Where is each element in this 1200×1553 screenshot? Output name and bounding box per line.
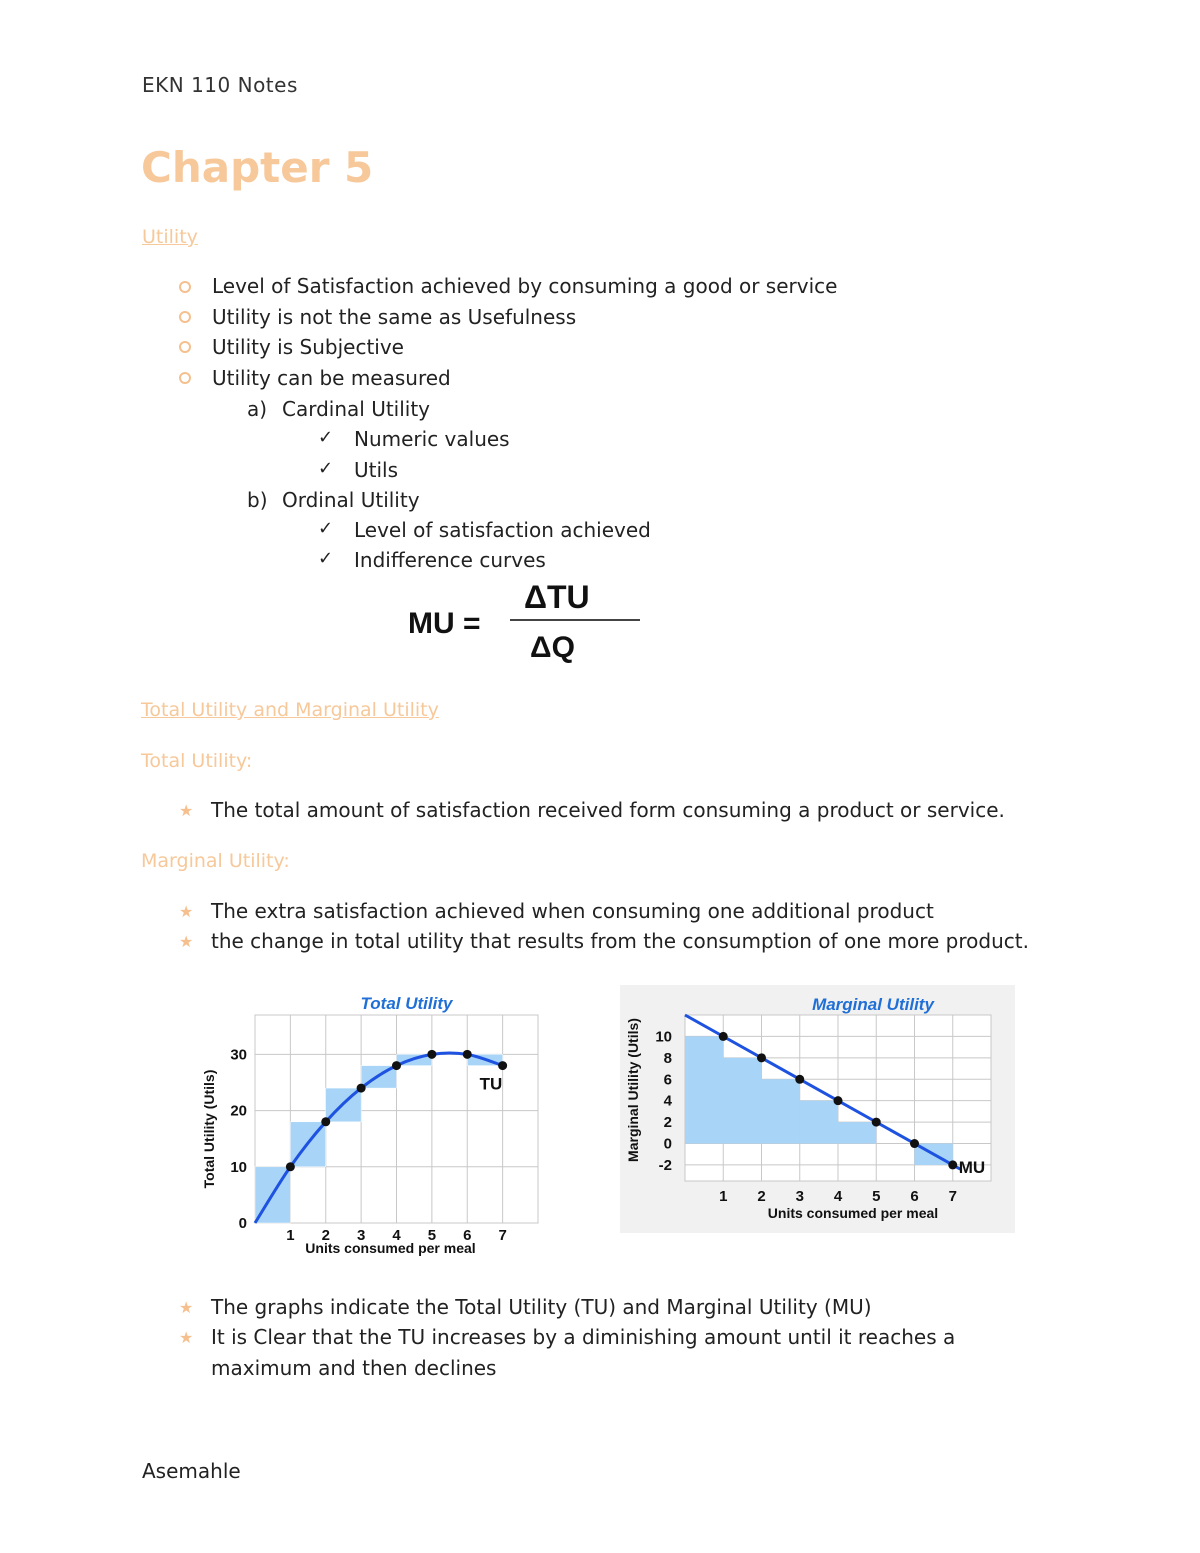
data-point <box>286 1162 295 1171</box>
mu-formula <box>400 575 650 675</box>
x-tick-label: 2 <box>321 1227 330 1244</box>
data-point <box>834 1096 843 1105</box>
total-utility-heading: Total Utility: <box>141 750 253 772</box>
mu-bullet: The extra satisfaction achieved when consuming one additional product <box>211 899 934 923</box>
star-bullet-icon: ★ <box>179 902 194 921</box>
data-point <box>357 1084 366 1093</box>
data-point <box>463 1050 472 1059</box>
data-point <box>321 1117 330 1126</box>
x-tick-label: 1 <box>286 1227 295 1244</box>
y-tick-label: 20 <box>230 1102 247 1120</box>
y-tick-label: -2 <box>658 1156 672 1174</box>
sub-marker-a: a) <box>247 397 268 421</box>
x-tick-label: 3 <box>356 1227 366 1244</box>
y-tick-label: 2 <box>663 1114 672 1132</box>
circle-bullet-icon <box>179 372 191 384</box>
x-tick-label: 4 <box>833 1188 843 1205</box>
utility-bullet: Utility can be measured <box>212 366 451 390</box>
marginal-utility-chart <box>620 985 1015 1233</box>
curve-label: MU <box>958 1157 986 1177</box>
y-tick-label: 10 <box>655 1028 672 1046</box>
x-tick-label: 5 <box>427 1227 437 1244</box>
marginal-utility-bar <box>800 1101 838 1144</box>
checkmark-icon: ✓ <box>318 427 334 448</box>
origin-tick-label: 0 <box>238 1215 247 1232</box>
data-point <box>719 1032 728 1041</box>
checkmark-icon: ✓ <box>318 458 334 479</box>
circle-bullet-icon <box>179 281 191 293</box>
circle-bullet-icon <box>179 341 191 353</box>
data-point <box>948 1160 957 1169</box>
y-axis-label: Marginal Utility (Utils) <box>625 1018 641 1162</box>
data-point <box>498 1061 507 1070</box>
checkmark-icon: ✓ <box>318 548 334 569</box>
y-axis-label: Total Utility (Utils) <box>201 1069 217 1189</box>
footer-author: Asemahle <box>142 1459 241 1483</box>
ordinal-utility-label: Ordinal Utility <box>282 488 420 512</box>
x-tick-label: 7 <box>498 1227 507 1244</box>
y-tick-label: 10 <box>230 1158 247 1176</box>
formula-denominator: ΔQ <box>530 631 575 664</box>
data-point <box>795 1075 804 1084</box>
cardinal-utility-label: Cardinal Utility <box>282 397 431 421</box>
utility-bullet: Utility is not the same as Usefulness <box>212 305 577 329</box>
tu-mu-heading-link[interactable]: Total Utility and Marginal Utility <box>141 699 439 721</box>
checkmark-icon: ✓ <box>318 518 334 539</box>
data-point <box>427 1050 436 1059</box>
tu-bullet: The total amount of satisfaction received form consuming a product or service. <box>211 798 1005 822</box>
mu-bullet: the change in total utility that results from the consumption of one more product. <box>211 929 1029 953</box>
marginal-utility-heading: Marginal Utility: <box>141 850 290 872</box>
marginal-utility-bar <box>685 1036 723 1143</box>
sub-marker-b: b) <box>247 488 268 512</box>
chapter-title: Chapter 5 <box>141 143 374 192</box>
y-tick-label: 6 <box>663 1071 672 1089</box>
marginal-utility-bar <box>723 1058 761 1144</box>
check-item: Utils <box>354 458 399 482</box>
x-axis-label: Units consumed per meal <box>767 1205 939 1221</box>
formula-lhs: MU = <box>408 607 481 640</box>
page-header: EKN 110 Notes <box>142 73 298 97</box>
utility-bullet: Level of Satisfaction achieved by consuming a good or service <box>212 274 838 298</box>
data-point <box>757 1053 766 1062</box>
y-tick-label: 30 <box>230 1046 247 1064</box>
x-tick-label: 6 <box>910 1188 919 1205</box>
chart-title: Marginal Utility <box>812 995 934 1014</box>
circle-bullet-icon <box>179 311 191 323</box>
utility-bullet: Utility is Subjective <box>212 335 404 359</box>
star-bullet-icon: ★ <box>179 801 194 820</box>
check-item: Indifference curves <box>354 548 546 572</box>
total-utility-chart <box>195 985 555 1260</box>
graph-note: The graphs indicate the Total Utility (TU) and Marginal Utility (MU) <box>211 1295 872 1319</box>
x-tick-label: 3 <box>795 1188 804 1205</box>
check-item: Numeric values <box>354 427 510 451</box>
marginal-utility-bar <box>762 1079 800 1143</box>
x-tick-label: 4 <box>392 1227 401 1244</box>
y-tick-label: 0 <box>663 1135 672 1153</box>
graph-note: It is Clear that the TU increases by a diminishing amount until it reaches a <box>211 1325 956 1349</box>
x-tick-label: 5 <box>872 1188 881 1205</box>
marginal-utility-bar <box>838 1122 876 1143</box>
curve-label: TU <box>479 1074 503 1094</box>
graph-note-continued: maximum and then declines <box>211 1356 497 1380</box>
formula-numerator: ΔTU <box>524 579 590 615</box>
y-tick-label: 8 <box>663 1049 672 1067</box>
star-bullet-icon: ★ <box>179 932 194 951</box>
data-point <box>392 1061 401 1070</box>
x-axis-label: Units consumed per meal <box>305 1240 476 1256</box>
data-point <box>910 1139 919 1148</box>
star-bullet-icon: ★ <box>179 1328 194 1347</box>
star-bullet-icon: ★ <box>179 1298 194 1317</box>
x-tick-label: 1 <box>719 1188 728 1205</box>
data-point <box>872 1118 881 1127</box>
utility-heading-link[interactable]: Utility <box>142 226 198 248</box>
x-tick-label: 7 <box>948 1188 957 1205</box>
x-tick-label: 2 <box>757 1188 766 1205</box>
x-tick-label: 6 <box>463 1227 472 1244</box>
y-tick-label: 4 <box>663 1092 672 1110</box>
chart-title: Total Utility <box>360 994 453 1013</box>
check-item: Level of satisfaction achieved <box>354 518 651 542</box>
